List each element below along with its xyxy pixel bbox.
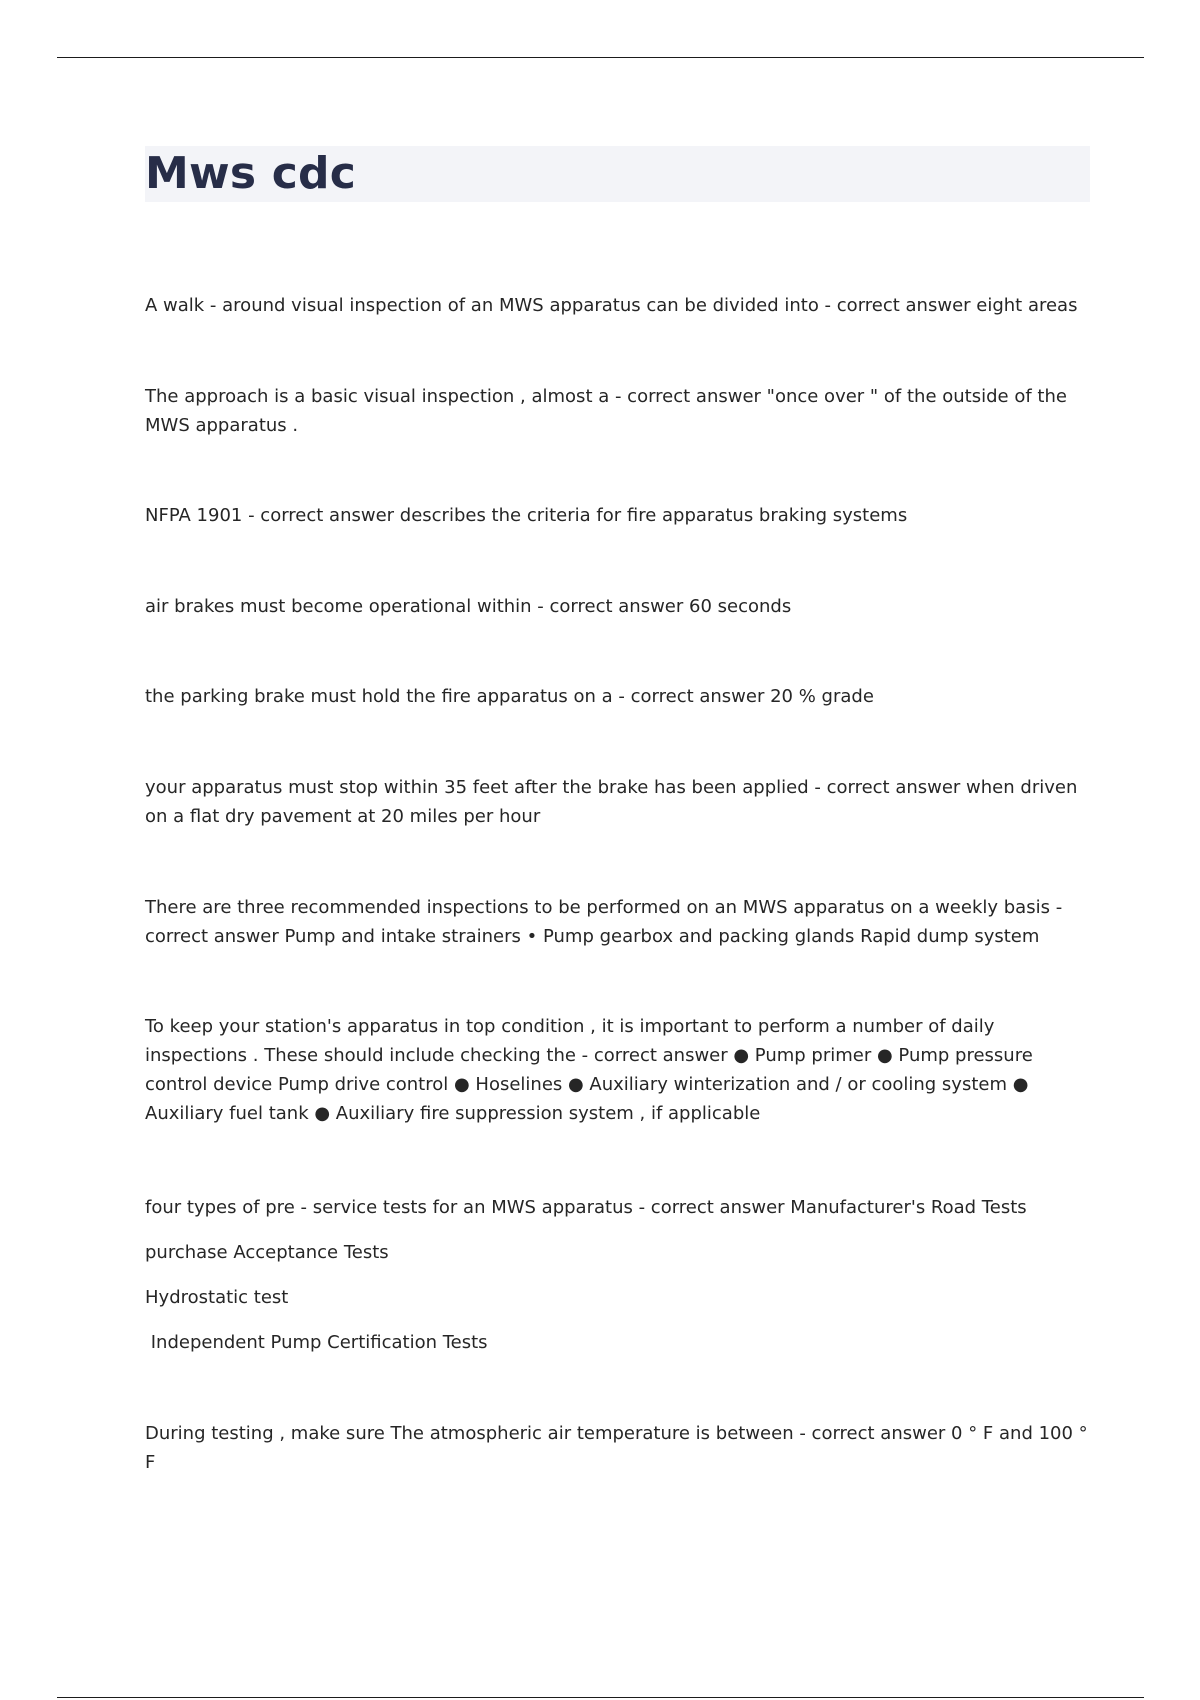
qa-item-9-line-3: Hydrostatic test — [145, 1287, 289, 1308]
qa-item-6: your apparatus must stop within 35 feet after the brake has been applied - correct answer when driven on a flat dry pavement at 20 miles per hour — [145, 777, 1078, 827]
qa-item-8: To keep your station's apparatus in top condition , it is important to perform a number of daily inspections . These should include checking the - correct answer ● Pump primer ● Pump pressure control device Pump drive control ● Hoselines ● Auxiliary winterization and / or cooling system ● Auxiliary fuel tank ● Auxiliary fire suppression system , if applicable — [145, 1016, 1033, 1124]
qa-item-7: There are three recommended inspections to be performed on an MWS apparatus on a weekly basis - correct answer Pump and intake strainers • Pump gearbox and packing glands Rapid dump system — [145, 897, 1063, 947]
qa-item-2: The approach is a basic visual inspection , almost a - correct answer "once over " of the outside of the MWS apparatus . — [145, 386, 1067, 436]
qa-item-10: During testing , make sure The atmospheric air temperature is between - correct answer 0 ° F and 100 ° F — [145, 1423, 1088, 1473]
qa-item-1: A walk - around visual inspection of an MWS apparatus can be divided into - correct answer eight areas — [145, 295, 1078, 316]
qa-item-9: four types of pre - service tests for an MWS apparatus - correct answer Manufacturer's Road Tests — [145, 1197, 1027, 1218]
qa-item-5: the parking brake must hold the fire apparatus on a - correct answer 20 % grade — [145, 686, 874, 707]
qa-item-3: NFPA 1901 - correct answer describes the criteria for fire apparatus braking systems — [145, 505, 908, 526]
page-title: Mws cdc — [145, 148, 357, 199]
top-rule — [57, 57, 1144, 58]
bottom-rule — [57, 1697, 1144, 1698]
qa-item-9-line-2: purchase Acceptance Tests — [145, 1242, 389, 1263]
qa-item-9-line-4: Independent Pump Certification Tests — [145, 1332, 488, 1353]
qa-item-4: air brakes must become operational within - correct answer 60 seconds — [145, 596, 792, 617]
